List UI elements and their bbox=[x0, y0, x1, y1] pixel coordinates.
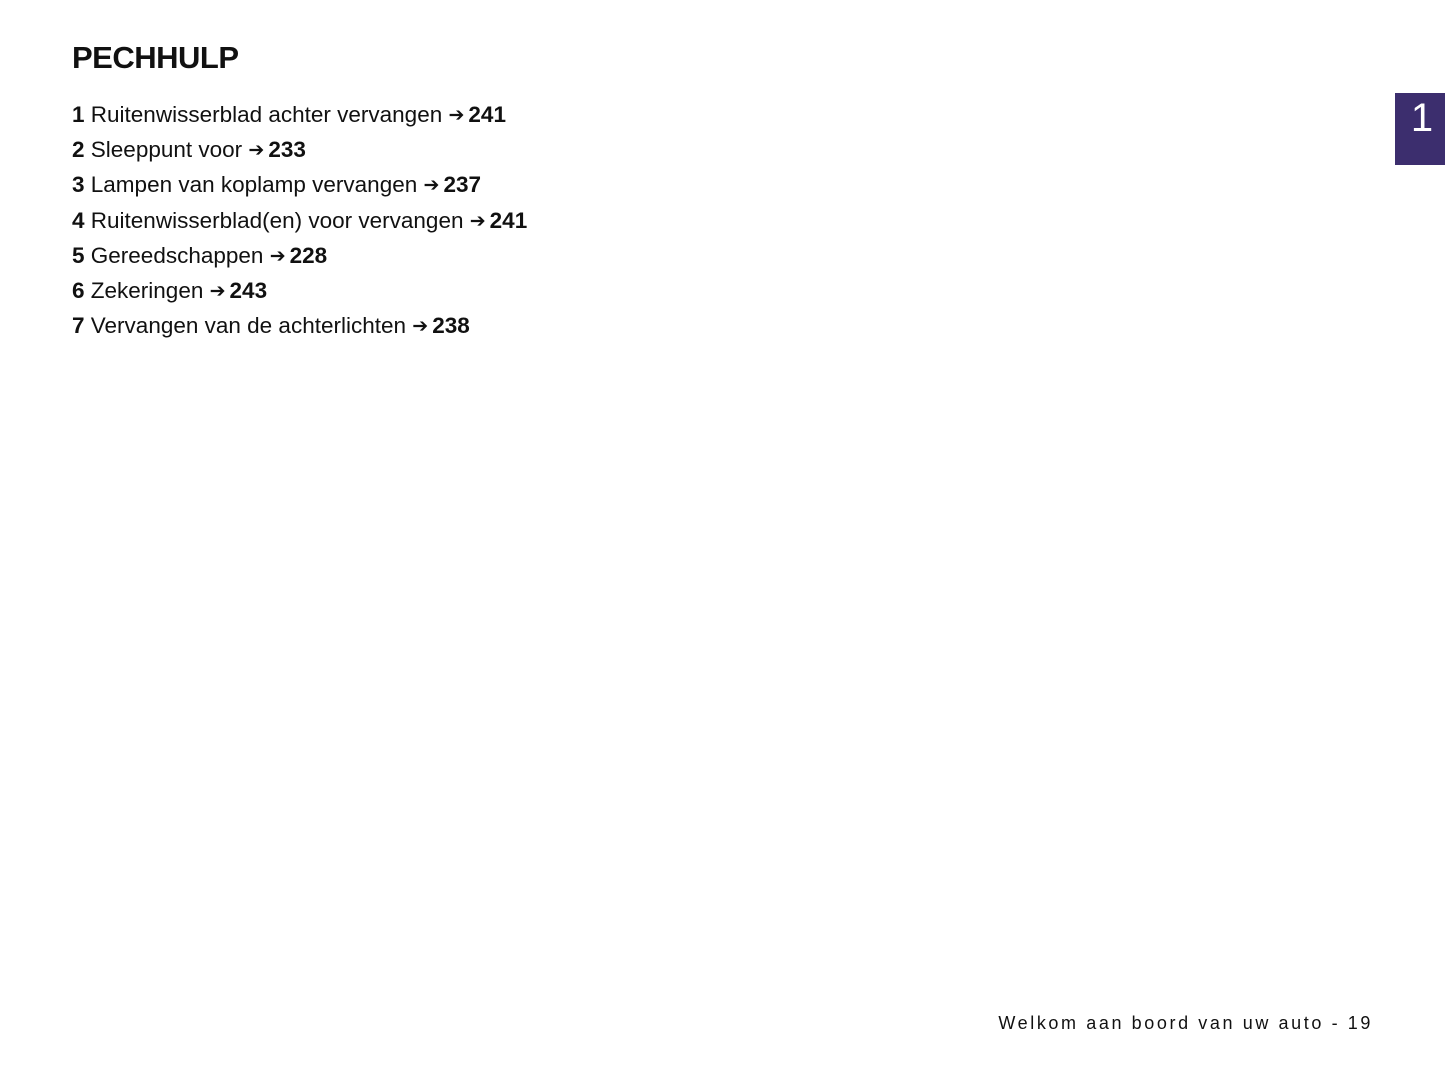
item-label: Gereedschappen bbox=[90, 242, 264, 268]
list-item[interactable] bbox=[72, 167, 527, 202]
arrow-right-icon: ➔ bbox=[448, 105, 465, 126]
list-item[interactable] bbox=[72, 203, 527, 238]
page-reference[interactable]: 228 bbox=[289, 242, 328, 268]
item-number: 5 bbox=[72, 242, 85, 268]
chapter-tab[interactable]: 1 bbox=[1395, 93, 1445, 165]
item-label: Vervangen van de achterlichten bbox=[90, 313, 407, 339]
list-item[interactable] bbox=[72, 132, 527, 167]
item-number: 3 bbox=[72, 172, 85, 198]
item-label: Ruitenwisserblad achter vervangen bbox=[90, 102, 443, 127]
item-number: 2 bbox=[72, 137, 85, 163]
page-reference[interactable]: 233 bbox=[268, 137, 306, 163]
arrow-right-icon: ➔ bbox=[423, 175, 440, 197]
item-label: Ruitenwisserblad(en) voor vervangen bbox=[90, 207, 464, 233]
arrow-right-icon: ➔ bbox=[248, 140, 265, 162]
item-label: Sleeppunt voor bbox=[90, 137, 243, 163]
list-item[interactable] bbox=[72, 238, 527, 273]
list-item[interactable] bbox=[72, 308, 527, 343]
item-label: Lampen van koplamp vervangen bbox=[90, 172, 418, 198]
arrow-right-icon: ➔ bbox=[412, 316, 429, 338]
page-reference[interactable]: 237 bbox=[443, 172, 481, 198]
arrow-right-icon: ➔ bbox=[469, 210, 486, 232]
list-item[interactable] bbox=[72, 273, 527, 308]
item-number: 7 bbox=[72, 313, 85, 339]
item-number: 1 bbox=[72, 102, 85, 127]
page-reference[interactable]: 243 bbox=[229, 277, 268, 303]
item-number: 6 bbox=[72, 277, 85, 303]
page-footer: Welkom aan boord van uw auto - 19 bbox=[998, 1013, 1373, 1033]
item-number: 4 bbox=[72, 207, 85, 233]
list-item[interactable] bbox=[72, 97, 527, 132]
arrow-right-icon: ➔ bbox=[269, 245, 286, 267]
page-reference[interactable]: 241 bbox=[468, 102, 506, 127]
reference-list bbox=[72, 97, 527, 343]
item-label: Zekeringen bbox=[90, 277, 204, 303]
page-reference[interactable]: 238 bbox=[432, 313, 470, 339]
page-reference[interactable]: 241 bbox=[489, 207, 528, 233]
arrow-right-icon: ➔ bbox=[209, 280, 226, 302]
section-title: PECHHULP bbox=[72, 40, 239, 75]
